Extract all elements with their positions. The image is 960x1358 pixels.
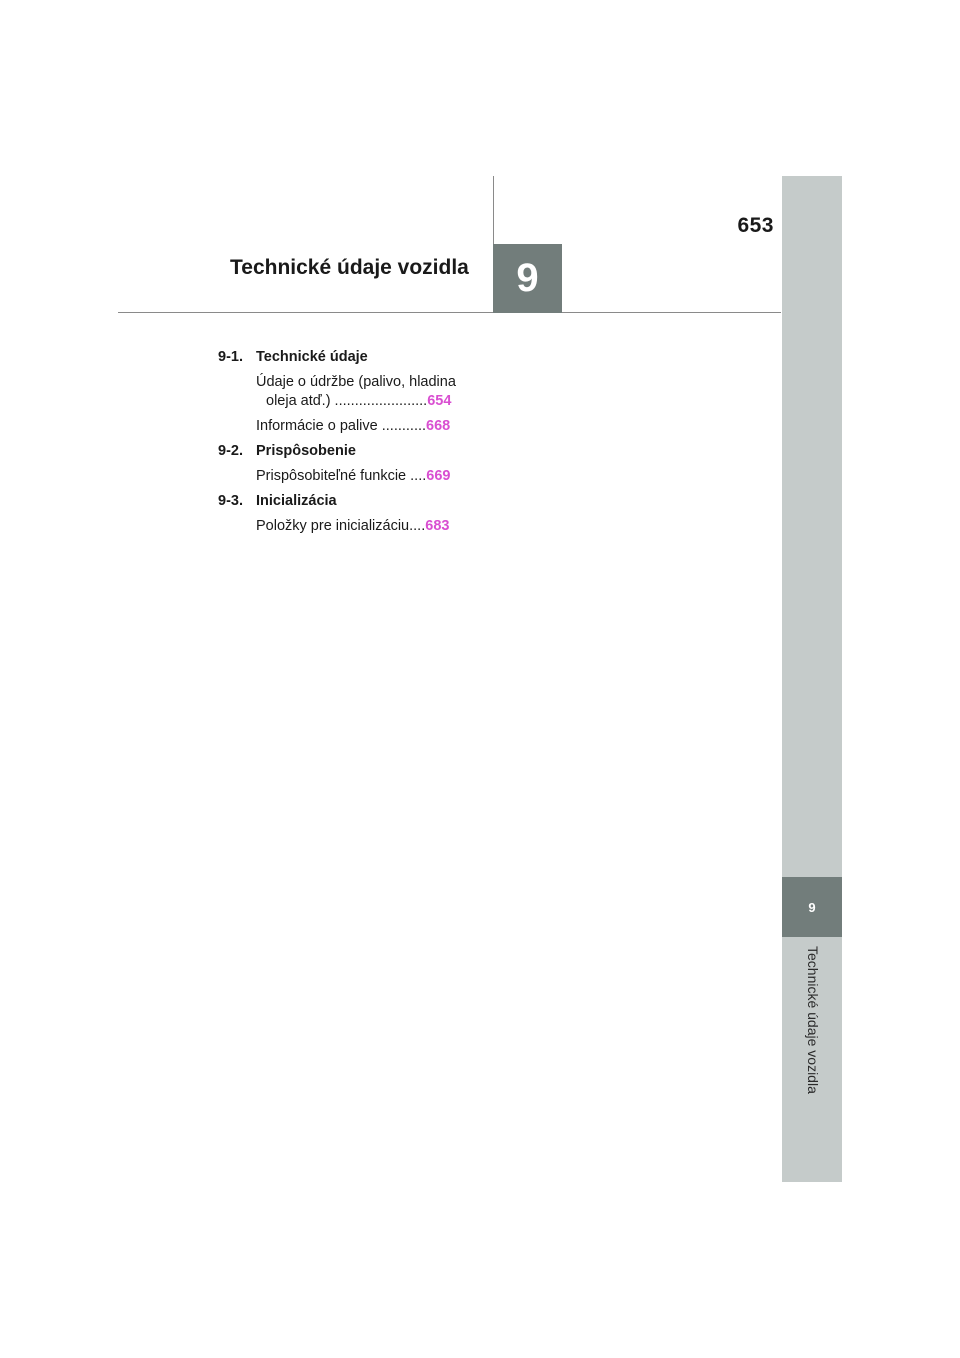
side-tab-label-container — [782, 946, 842, 1116]
toc-page-ref[interactable]: 654 — [427, 393, 452, 409]
toc-section-9-3 — [218, 492, 468, 511]
toc-entry-text-continued — [256, 392, 468, 411]
toc-section-number: 9-3. — [218, 493, 243, 509]
toc-page-ref[interactable]: 668 — [426, 418, 451, 434]
chapter-title: Technické údaje vozidla — [230, 256, 469, 279]
page-number: 653 — [737, 214, 774, 237]
toc-section-title: Technické údaje — [256, 349, 368, 365]
toc-entry-text: Položky pre inicializáciu.... — [256, 518, 426, 534]
toc-entry-text: Informácie o palive ........... — [256, 418, 427, 434]
toc-entry-leader: oleja atď.) ....................... — [266, 393, 428, 409]
toc-entry[interactable] — [218, 517, 468, 536]
header-horizontal-rule — [118, 312, 781, 313]
side-tab-number[interactable]: 9 — [782, 877, 842, 937]
toc-section-9-1 — [218, 348, 468, 367]
table-of-contents — [218, 342, 468, 542]
header-vertical-rule — [493, 176, 494, 246]
toc-entry[interactable] — [218, 373, 468, 411]
toc-section-9-2 — [218, 442, 468, 461]
toc-entry-text: Prispôsobiteľné funkcie .... — [256, 468, 427, 484]
toc-entry[interactable] — [218, 467, 468, 486]
toc-entry[interactable] — [218, 417, 468, 436]
side-tab-label: Technické údaje vozidla — [805, 946, 821, 1094]
toc-entry-text: Údaje o údržbe (palivo, hladina — [256, 374, 456, 390]
toc-section-title: Inicializácia — [256, 493, 337, 509]
toc-section-title: Prispôsobenie — [256, 443, 356, 459]
toc-page-ref[interactable]: 669 — [426, 468, 451, 484]
toc-section-number: 9-1. — [218, 349, 243, 365]
toc-section-number: 9-2. — [218, 443, 243, 459]
chapter-number-box: 9 — [493, 244, 562, 313]
toc-page-ref[interactable]: 683 — [425, 518, 450, 534]
